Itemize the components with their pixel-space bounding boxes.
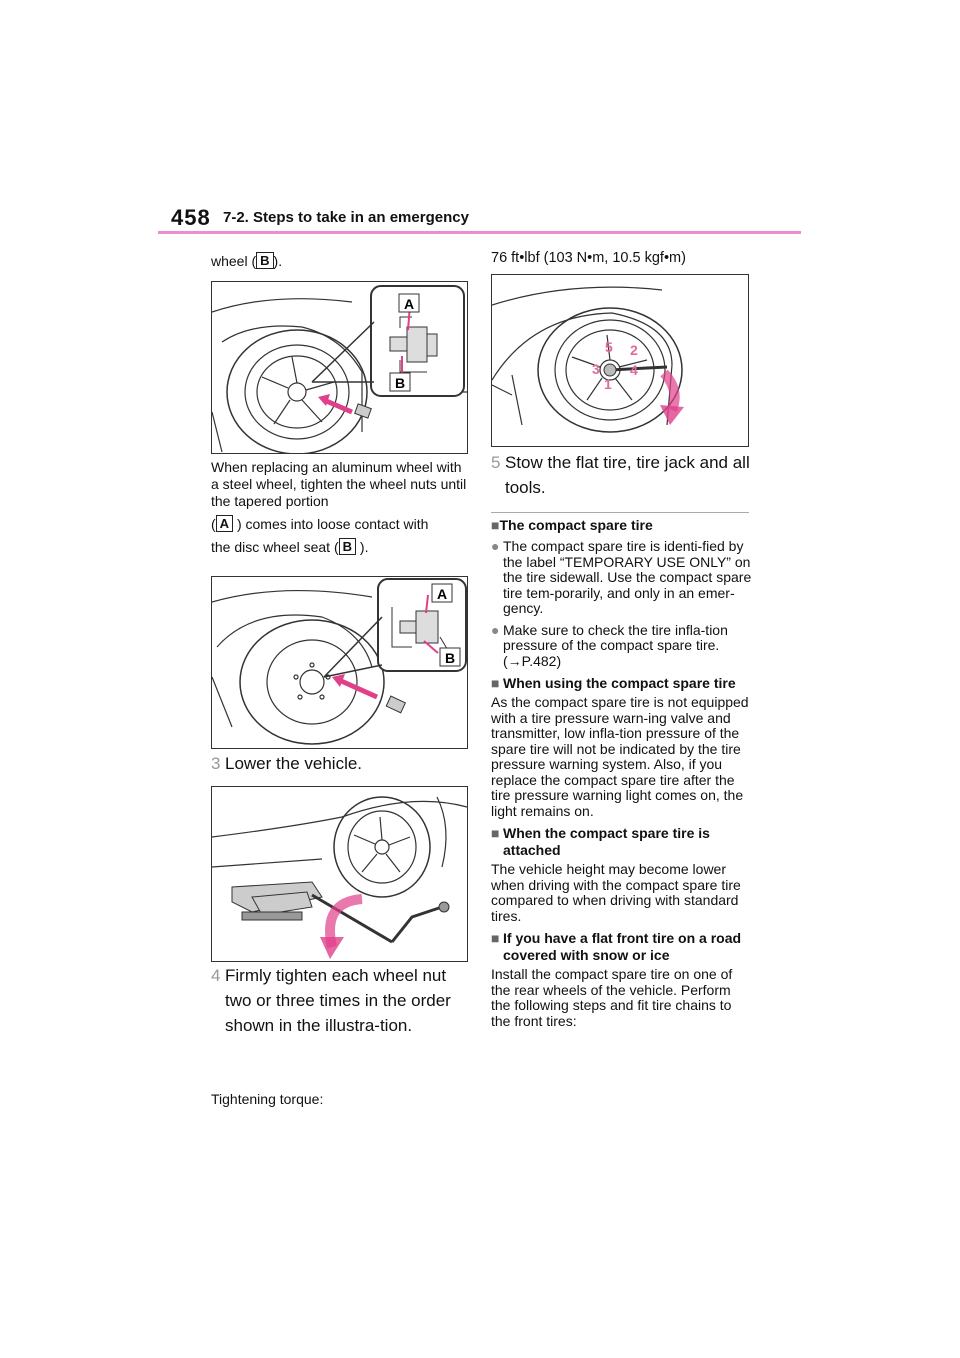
callout-a: A: [403, 296, 415, 312]
callout-a: A: [436, 586, 448, 602]
figure-steel-wheel: [211, 576, 468, 749]
notes-column: [491, 517, 753, 1029]
note-heading: ■The compact spare tire: [491, 517, 653, 533]
aluminum-wheel-illustration: [212, 282, 467, 453]
note-paragraph: Install the compact spare tire on one of the rear wheels of the vehicle. Perform the following steps and fit tire chains to the front tires:: [491, 966, 733, 1029]
steel-wheel-illustration: [212, 577, 467, 748]
header-rule: [158, 231, 801, 234]
page-ref-link[interactable]: P.482): [521, 652, 562, 669]
figure-aluminum-wheel: [211, 281, 468, 454]
section-title: 7-2. Steps to take in an emergency: [223, 209, 469, 226]
torque-label: Tightening torque:: [211, 1091, 324, 1107]
page-number: 458: [171, 205, 211, 230]
callout-b: B: [444, 650, 456, 666]
figure-tighten-order: [491, 274, 749, 447]
order-2: 2: [630, 342, 638, 358]
note-heading: ■ If you have a flat front tire on a road covered with snow or ice: [491, 930, 742, 963]
step-5: 5 Stow the flat tire, tire jack and all tools.: [491, 453, 750, 497]
bullet-item: ● Make sure to check the tire infla-tion pressure of the compact spare tire. (→P.482): [491, 621, 728, 669]
note-paragraph: The vehicle height may become lower when driving with the compact spare tire compared to when driving with standard tires.: [491, 861, 741, 924]
step-4: 4 Firmly tighten each wheel nut two or three times in the order shown in the illustra-tion.: [211, 966, 451, 1035]
order-3: 3: [592, 361, 600, 377]
section-divider: [491, 512, 749, 513]
jack-lowering-illustration: [212, 787, 467, 961]
note-heading: ■ When using the compact spare tire: [491, 675, 736, 691]
aluminum-note: When replacing an aluminum wheel with a steel wheel, tighten the wheel nuts until the tapered portion ( A ) comes into loose contact with the disc wheel seat ( B ).: [211, 459, 467, 555]
label-b: B: [339, 538, 356, 555]
bullet-item: ● The compact spare tire is identi-fied by the label “TEMPORARY USE ONLY” on the tire sidewall. Use the compact spare tire tem-porarily, and only in an emer-gency.: [491, 538, 752, 616]
order-1: 1: [604, 376, 612, 392]
order-5: 5: [605, 339, 613, 355]
figure-lower-vehicle: [211, 786, 468, 962]
note-heading: ■ When the compact spare tire is attached: [491, 825, 710, 858]
label-a: A: [216, 515, 233, 532]
tighten-order-illustration: [492, 275, 748, 446]
torque-value: 76 ft•lbf (103 N•m, 10.5 kgf•m): [491, 250, 686, 266]
wheel-line: wheel ( B ).: [211, 253, 283, 269]
step-3: 3 Lower the vehicle.: [211, 754, 363, 773]
arrow-icon: →: [507, 652, 522, 669]
callout-b: B: [394, 375, 406, 391]
order-4: 4: [630, 362, 638, 378]
note-paragraph: As the compact spare tire is not equipped with a tire pressure warn-ing valve and transmitter, low infla-tion pressure of the spare tire will not be indicated by the tire pressure warning system. Also, if you replace the compact spare tire after the tire pressure warning light comes on, the light remains on.: [491, 694, 749, 819]
label-b: B: [256, 252, 273, 269]
